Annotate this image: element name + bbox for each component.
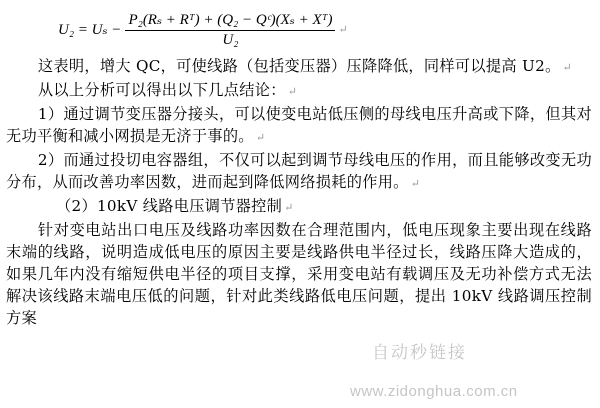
formula-lhs: U₂ = Uₛ − — [58, 21, 122, 38]
paragraph-qc-effect: 这表明，增大 QC，可使线路（包括变压器）压降降低，同样可以提高 U2。 ↵ — [37, 57, 573, 75]
formula-paragraph-mark: ↵ — [338, 23, 348, 36]
paragraph-mark: ↵ — [562, 61, 573, 74]
paragraph-mark: ↵ — [284, 201, 294, 214]
paragraph-mark: ↵ — [410, 177, 421, 190]
formula-denominator: U₂ — [222, 31, 239, 48]
paragraph-mark: ↵ — [287, 85, 298, 98]
section-heading: （2）10kV 线路电压调节器控制 ↵ — [56, 197, 294, 215]
paragraph-mark: ↵ — [255, 131, 266, 144]
site-watermark — [350, 338, 590, 400]
paragraph-line-regulator: 针对变电站出口电压及线路功率因数在合理范围内，低电压现象主要出现在线路末端的线路，说明造成低电压的原因主要是线路供电半径过长，线路压降大造成的，如果几年内没有缩短供电半径的项目支撑，采用变电站有载调压及无功补偿方式无法解决该线路末端电压低的问题，针对此类线路低电压问题，提出 10kV 线路调压控制方案 — [6, 221, 592, 327]
watermark-url: www.zidonghua.com.cn — [350, 383, 518, 400]
document-body — [6, 55, 592, 329]
paragraph-conclusion-1: 1）通过调节变压器分接头，可以使变电站低压侧的母线电压升高或下降，但其对无功平衡和减小网损是无济于事的。 ↵ — [6, 105, 592, 145]
formula-fraction — [125, 10, 335, 49]
formula-numerator: P₂(Rₛ + Rᵀ) + (Q₂ − Qᶜ)(Xₛ + Xᵀ) — [128, 11, 333, 28]
paragraph-conclusions-intro: 从以上分析可以得出以下几点结论： ↵ — [37, 81, 298, 99]
voltage-formula — [58, 4, 348, 54]
watermark-text: 自动秒链接 — [372, 343, 467, 362]
paragraph-conclusion-2: 2）而通过投切电容器组，不仅可以起到调节母线电压的作用，而且能够改变无功分布，从而改善功率因数，进而起到降低网络损耗的作用。 ↵ — [6, 151, 592, 191]
